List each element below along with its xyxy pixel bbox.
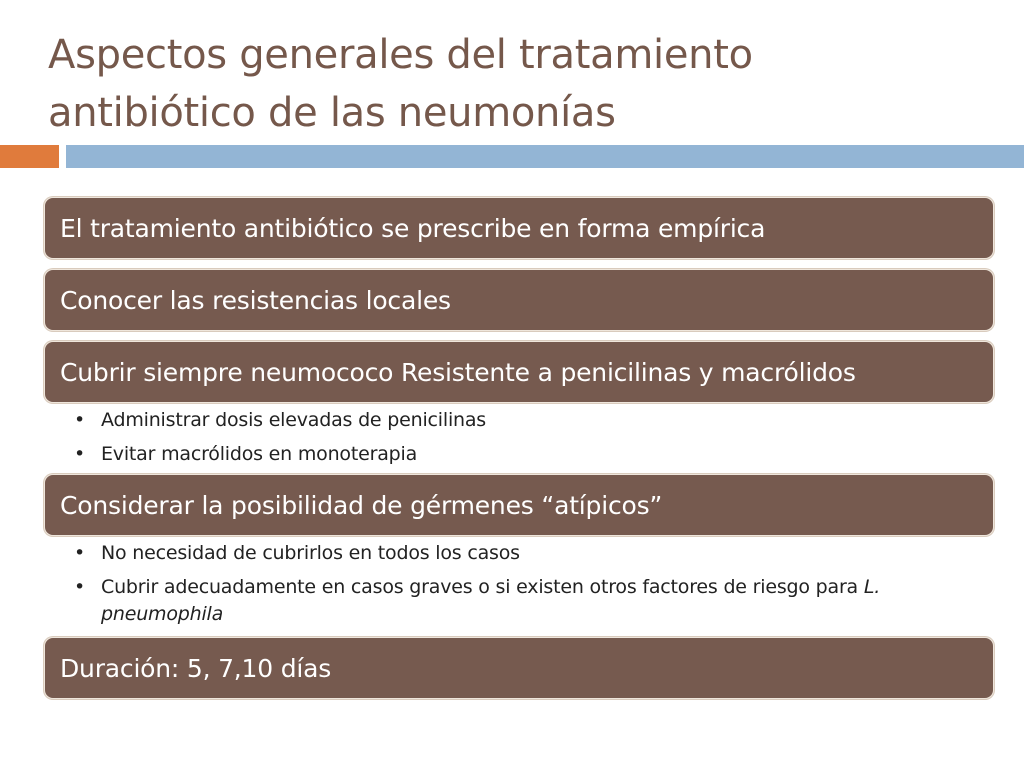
bullet-dot-icon: • bbox=[74, 409, 86, 431]
slide-title-line-2: antibiótico de las neumonías bbox=[48, 90, 616, 136]
accent-bar-blue bbox=[66, 145, 1024, 168]
point-box-empirical-treatment bbox=[44, 197, 994, 259]
sub-bullet-text: No necesidad de cubrirlos en todos los casos bbox=[101, 542, 520, 564]
point-box-label: El tratamiento antibiótico se prescribe en forma empírica bbox=[60, 213, 766, 243]
sub-bullet-text: Cubrir adecuadamente en casos graves o si existen otros factores de riesgo para bbox=[101, 576, 864, 598]
sub-bullet-list-pneumococcus bbox=[72, 407, 992, 475]
point-box-label: Duración: 5, 7,10 días bbox=[60, 653, 332, 683]
point-box-label: Cubrir siempre neumococo Resistente a penicilinas y macrólidos bbox=[60, 357, 856, 387]
bullet-dot-icon: • bbox=[74, 542, 86, 564]
bullet-dot-icon: • bbox=[74, 576, 86, 598]
point-box-atypical-germs bbox=[44, 474, 994, 536]
point-box-duration bbox=[44, 637, 994, 699]
sub-bullet-list-atypical bbox=[72, 540, 992, 635]
point-box-label: Conocer las resistencias locales bbox=[60, 285, 451, 315]
sub-bullet-italic-text: L. pneumophila bbox=[101, 576, 881, 625]
sub-bullet-text: Evitar macrólidos en monoterapia bbox=[101, 443, 418, 465]
sub-bullet-item bbox=[72, 574, 992, 628]
point-box-label: Considerar la posibilidad de gérmenes “atípicos” bbox=[60, 490, 663, 520]
bullet-dot-icon: • bbox=[74, 443, 86, 465]
sub-bullet-item bbox=[72, 540, 992, 567]
point-box-pneumococcus bbox=[44, 341, 994, 403]
accent-bar-orange bbox=[0, 145, 59, 168]
sub-bullet-item bbox=[72, 441, 992, 468]
slide-title bbox=[48, 26, 988, 142]
sub-bullet-text: Administrar dosis elevadas de penicilinas bbox=[101, 409, 487, 431]
slide-title-line-1: Aspectos generales del tratamiento bbox=[48, 32, 753, 78]
sub-bullet-item bbox=[72, 407, 992, 434]
point-box-local-resistance bbox=[44, 269, 994, 331]
